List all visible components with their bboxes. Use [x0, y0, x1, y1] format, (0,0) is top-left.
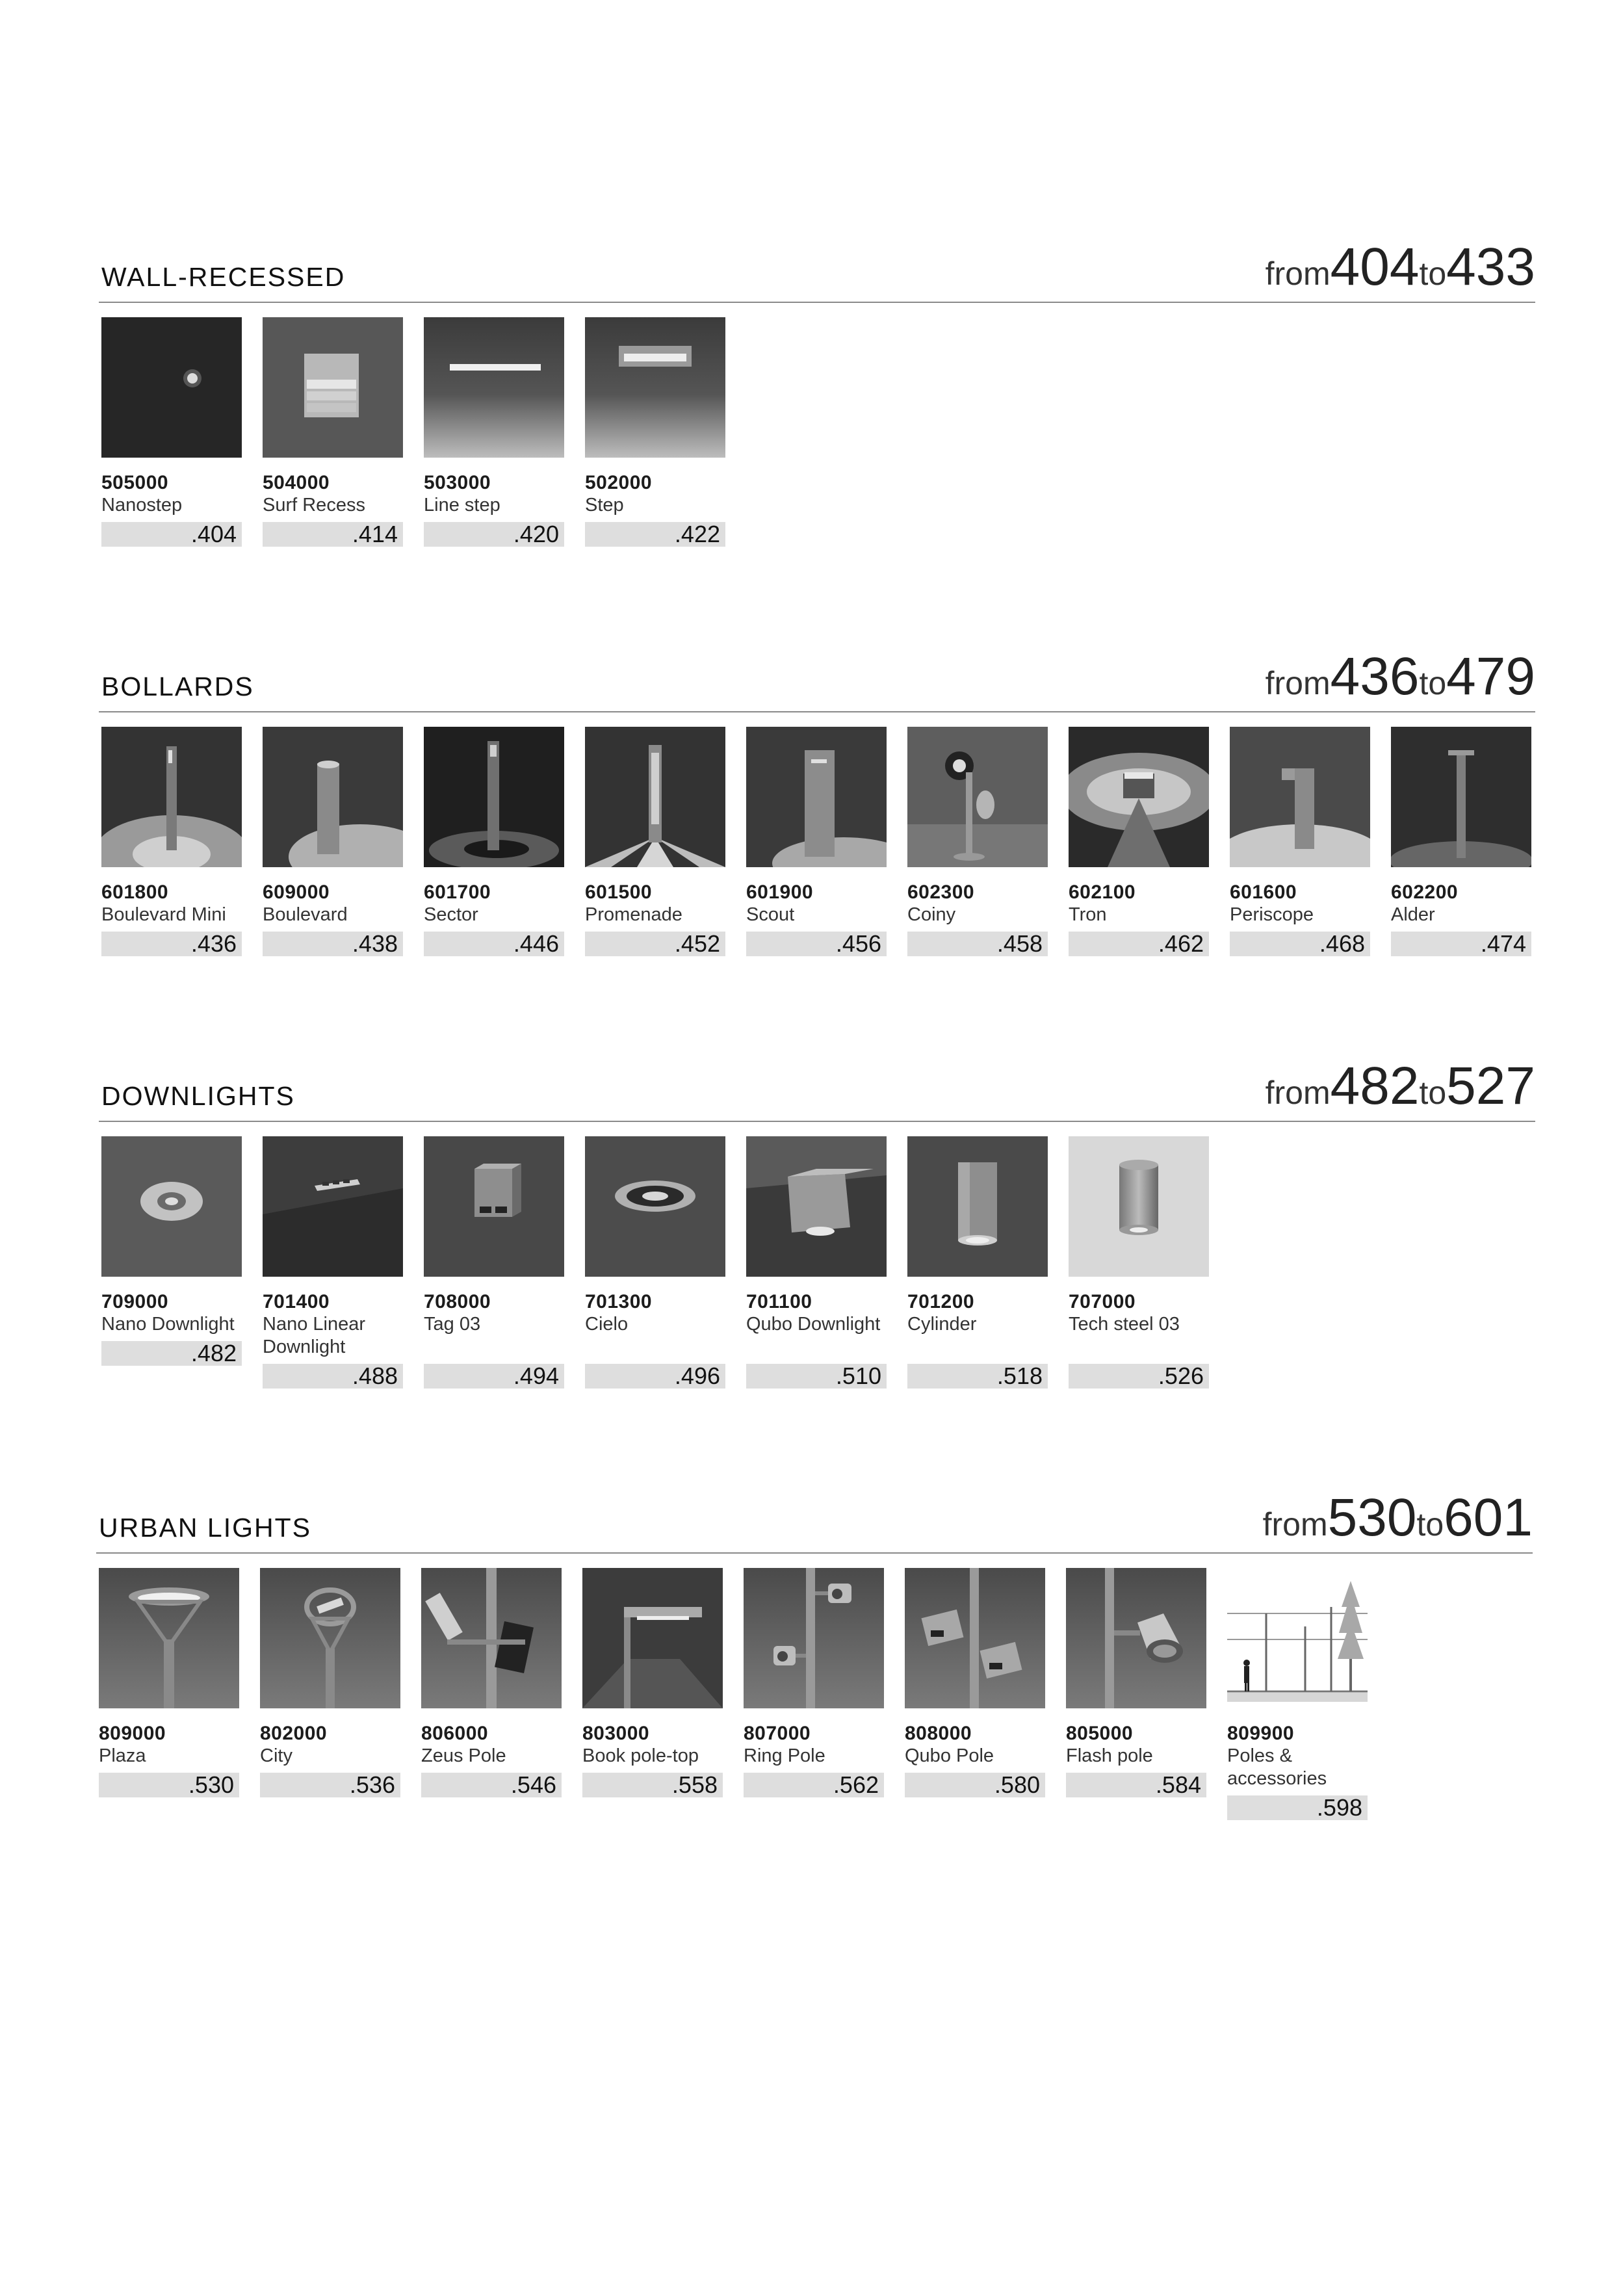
product-code: 602200 [1391, 881, 1459, 903]
boulevard-mini-thumb [101, 727, 242, 867]
section-header [99, 1048, 1535, 1122]
alder-thumb [1391, 727, 1531, 867]
product-code: 805000 [1066, 1723, 1134, 1744]
book-pole-top-thumb [582, 1568, 723, 1708]
product-name: Coiny [907, 904, 956, 925]
product-card[interactable] [582, 1568, 723, 1797]
page-number[interactable]: .530 [99, 1773, 239, 1797]
product-name: City [260, 1745, 292, 1766]
plaza-thumb [99, 1568, 239, 1708]
product-name: Qubo Pole [905, 1745, 994, 1766]
product-card[interactable] [424, 727, 564, 956]
product-name: Sector [424, 904, 478, 925]
product-name: Ring Pole [744, 1745, 825, 1766]
tag-03-thumb [424, 1136, 564, 1277]
section-wall-recessed [99, 229, 1535, 628]
product-code: 504000 [263, 472, 330, 493]
page-number[interactable]: .452 [585, 932, 725, 956]
product-name: Cielo [585, 1314, 629, 1335]
range-end: 433 [1446, 237, 1535, 296]
page-number[interactable]: .562 [744, 1773, 884, 1797]
range-end: 527 [1446, 1056, 1535, 1115]
page-number[interactable]: .526 [1069, 1364, 1209, 1389]
product-name: Boulevard [263, 904, 348, 925]
page-number[interactable]: .598 [1227, 1795, 1368, 1820]
page-number[interactable]: .436 [101, 932, 242, 956]
product-code: 505000 [101, 472, 169, 493]
product-name: Tech steel 03 [1069, 1314, 1180, 1335]
product-name: Surf Recess [263, 495, 365, 515]
product-card[interactable] [101, 1136, 242, 1366]
product-card[interactable] [585, 1136, 725, 1389]
product-code: 601800 [101, 881, 169, 903]
product-code: 802000 [260, 1723, 328, 1744]
product-code: 601900 [746, 881, 814, 903]
product-code: 803000 [582, 1723, 650, 1744]
page-number[interactable]: .584 [1066, 1773, 1206, 1797]
qubo-downlight-thumb [746, 1136, 887, 1277]
page-number[interactable]: .420 [424, 522, 564, 547]
page-number[interactable]: .536 [260, 1773, 400, 1797]
page-number[interactable]: .474 [1391, 932, 1531, 956]
page-range [1265, 237, 1535, 296]
page-number[interactable]: .456 [746, 932, 887, 956]
range-end: 601 [1444, 1488, 1533, 1547]
section-downlights [99, 1048, 1535, 1447]
product-name: Tag 03 [424, 1314, 481, 1335]
product-code: 708000 [424, 1291, 491, 1312]
product-name: Book pole-top [582, 1745, 699, 1766]
page-number[interactable]: .580 [905, 1773, 1045, 1797]
product-name: Zeus Pole [421, 1745, 506, 1766]
product-code: 609000 [263, 881, 330, 903]
product-card[interactable] [424, 317, 564, 547]
nano-downlight-thumb [101, 1136, 242, 1277]
product-code: 701400 [263, 1291, 330, 1312]
range-start: 436 [1330, 647, 1420, 706]
product-code: 809000 [99, 1723, 166, 1744]
page-range [1262, 1488, 1533, 1547]
qubo-pole-thumb [905, 1568, 1045, 1708]
city-thumb [260, 1568, 400, 1708]
range-from-label: from [1262, 1506, 1328, 1543]
range-to-label: to [1416, 1506, 1444, 1543]
surf-recess-thumb [263, 317, 403, 458]
product-name: Periscope [1230, 904, 1314, 925]
product-name: Boulevard Mini [101, 904, 226, 925]
product-card[interactable] [746, 1136, 887, 1389]
product-card[interactable] [907, 727, 1048, 956]
product-card[interactable] [101, 727, 242, 956]
product-code: 503000 [424, 472, 491, 493]
range-end: 479 [1446, 647, 1535, 706]
product-card[interactable] [1227, 1568, 1368, 1820]
product-name: Nanostep [101, 495, 183, 515]
page-number[interactable]: .446 [424, 932, 564, 956]
product-card[interactable] [424, 1136, 564, 1389]
periscope-thumb [1230, 727, 1370, 867]
product-name: Scout [746, 904, 795, 925]
range-from-label: from [1265, 665, 1331, 701]
range-to-label: to [1419, 665, 1447, 701]
product-card[interactable] [260, 1568, 400, 1797]
page-number[interactable]: .458 [907, 932, 1048, 956]
page-number[interactable]: .422 [585, 522, 725, 547]
section-header [96, 1480, 1533, 1554]
product-code: 701100 [746, 1291, 812, 1312]
section-urban-lights [96, 1480, 1533, 1879]
product-card[interactable] [1066, 1568, 1206, 1797]
product-card[interactable] [1230, 727, 1370, 956]
product-card[interactable] [907, 1136, 1048, 1389]
product-code: 807000 [744, 1723, 811, 1744]
product-name: Plaza [99, 1745, 146, 1766]
product-name: Tron [1069, 904, 1107, 925]
range-from-label: from [1265, 1075, 1331, 1111]
range-start: 404 [1330, 237, 1420, 296]
zeus-pole-thumb [421, 1568, 562, 1708]
page-number[interactable]: .468 [1230, 932, 1370, 956]
boulevard-thumb [263, 727, 403, 867]
product-code: 806000 [421, 1723, 489, 1744]
product-name: Nano Downlight [101, 1314, 235, 1335]
cielo-thumb [585, 1136, 725, 1277]
page-number[interactable]: .462 [1069, 932, 1209, 956]
product-card[interactable] [1069, 727, 1209, 956]
range-start: 482 [1330, 1056, 1420, 1115]
section-title: WALL-RECESSED [101, 262, 346, 292]
page-number[interactable]: .414 [263, 522, 403, 547]
section-title: BOLLARDS [101, 672, 254, 701]
product-code: 701300 [585, 1291, 653, 1312]
product-code: 602100 [1069, 881, 1136, 903]
nano-linear-downlight-thumb [263, 1136, 403, 1277]
product-name: Qubo Downlight [746, 1314, 881, 1335]
page-number[interactable]: .482 [101, 1341, 242, 1366]
product-name: Alder [1391, 904, 1435, 925]
product-code: 601600 [1230, 881, 1297, 903]
product-card[interactable] [263, 1136, 403, 1389]
page-number[interactable]: .558 [582, 1773, 723, 1797]
cylinder-thumb [907, 1136, 1048, 1277]
product-code: 707000 [1069, 1291, 1136, 1312]
promenade-thumb [585, 727, 725, 867]
product-name: Flash pole [1066, 1745, 1153, 1766]
section-header [99, 638, 1535, 712]
product-code: 809900 [1227, 1723, 1295, 1744]
step-thumb [585, 317, 725, 458]
flash-pole-thumb [1066, 1568, 1206, 1708]
product-card[interactable] [263, 727, 403, 956]
product-card[interactable] [585, 317, 725, 547]
page-number[interactable]: .546 [421, 1773, 562, 1797]
page-number[interactable]: .404 [101, 522, 242, 547]
ring-pole-thumb [744, 1568, 884, 1708]
nanostep-thumb [101, 317, 242, 458]
product-code: 602300 [907, 881, 975, 903]
range-from-label: from [1265, 255, 1331, 292]
page-number[interactable]: .496 [585, 1364, 725, 1389]
scout-thumb [746, 727, 887, 867]
tron-thumb [1069, 727, 1209, 867]
product-card[interactable] [905, 1568, 1045, 1797]
page-range [1265, 1056, 1535, 1115]
section-title: URBAN LIGHTS [99, 1513, 311, 1543]
product-name: Line step [424, 495, 500, 515]
sector-thumb [424, 727, 564, 867]
line-step-thumb [424, 317, 564, 458]
product-code: 601700 [424, 881, 491, 903]
product-card[interactable] [1391, 727, 1531, 956]
coiny-thumb [907, 727, 1048, 867]
product-card[interactable] [585, 727, 725, 956]
product-code: 808000 [905, 1723, 972, 1744]
range-start: 530 [1327, 1488, 1417, 1547]
poles-accessories-thumb [1227, 1568, 1368, 1708]
product-code: 601500 [585, 881, 653, 903]
product-name: Poles & accessories [1227, 1745, 1327, 1789]
page-number[interactable]: .438 [263, 932, 403, 956]
product-card[interactable] [101, 317, 242, 547]
section-bollards [99, 638, 1535, 1037]
product-name: Cylinder [907, 1314, 977, 1335]
product-card[interactable] [263, 317, 403, 547]
product-code: 701200 [907, 1291, 975, 1312]
product-code: 502000 [585, 472, 653, 493]
product-card[interactable] [746, 727, 887, 956]
tech-steel-thumb [1069, 1136, 1209, 1277]
page-number[interactable]: .510 [746, 1364, 887, 1389]
product-name: Promenade [585, 904, 682, 925]
product-name: Step [585, 495, 624, 515]
section-header [99, 229, 1535, 303]
product-code: 709000 [101, 1291, 169, 1312]
page-number[interactable]: .494 [424, 1364, 564, 1389]
product-card[interactable] [99, 1568, 239, 1797]
page-number[interactable]: .518 [907, 1364, 1048, 1389]
product-card[interactable] [1069, 1136, 1209, 1389]
range-to-label: to [1419, 255, 1447, 292]
page-range [1265, 647, 1535, 706]
section-title: DOWNLIGHTS [101, 1081, 295, 1111]
range-to-label: to [1419, 1075, 1447, 1111]
product-name: Nano Linear Downlight [263, 1314, 365, 1357]
product-card[interactable] [421, 1568, 562, 1797]
product-card[interactable] [744, 1568, 884, 1797]
page-number[interactable]: .488 [263, 1364, 403, 1389]
